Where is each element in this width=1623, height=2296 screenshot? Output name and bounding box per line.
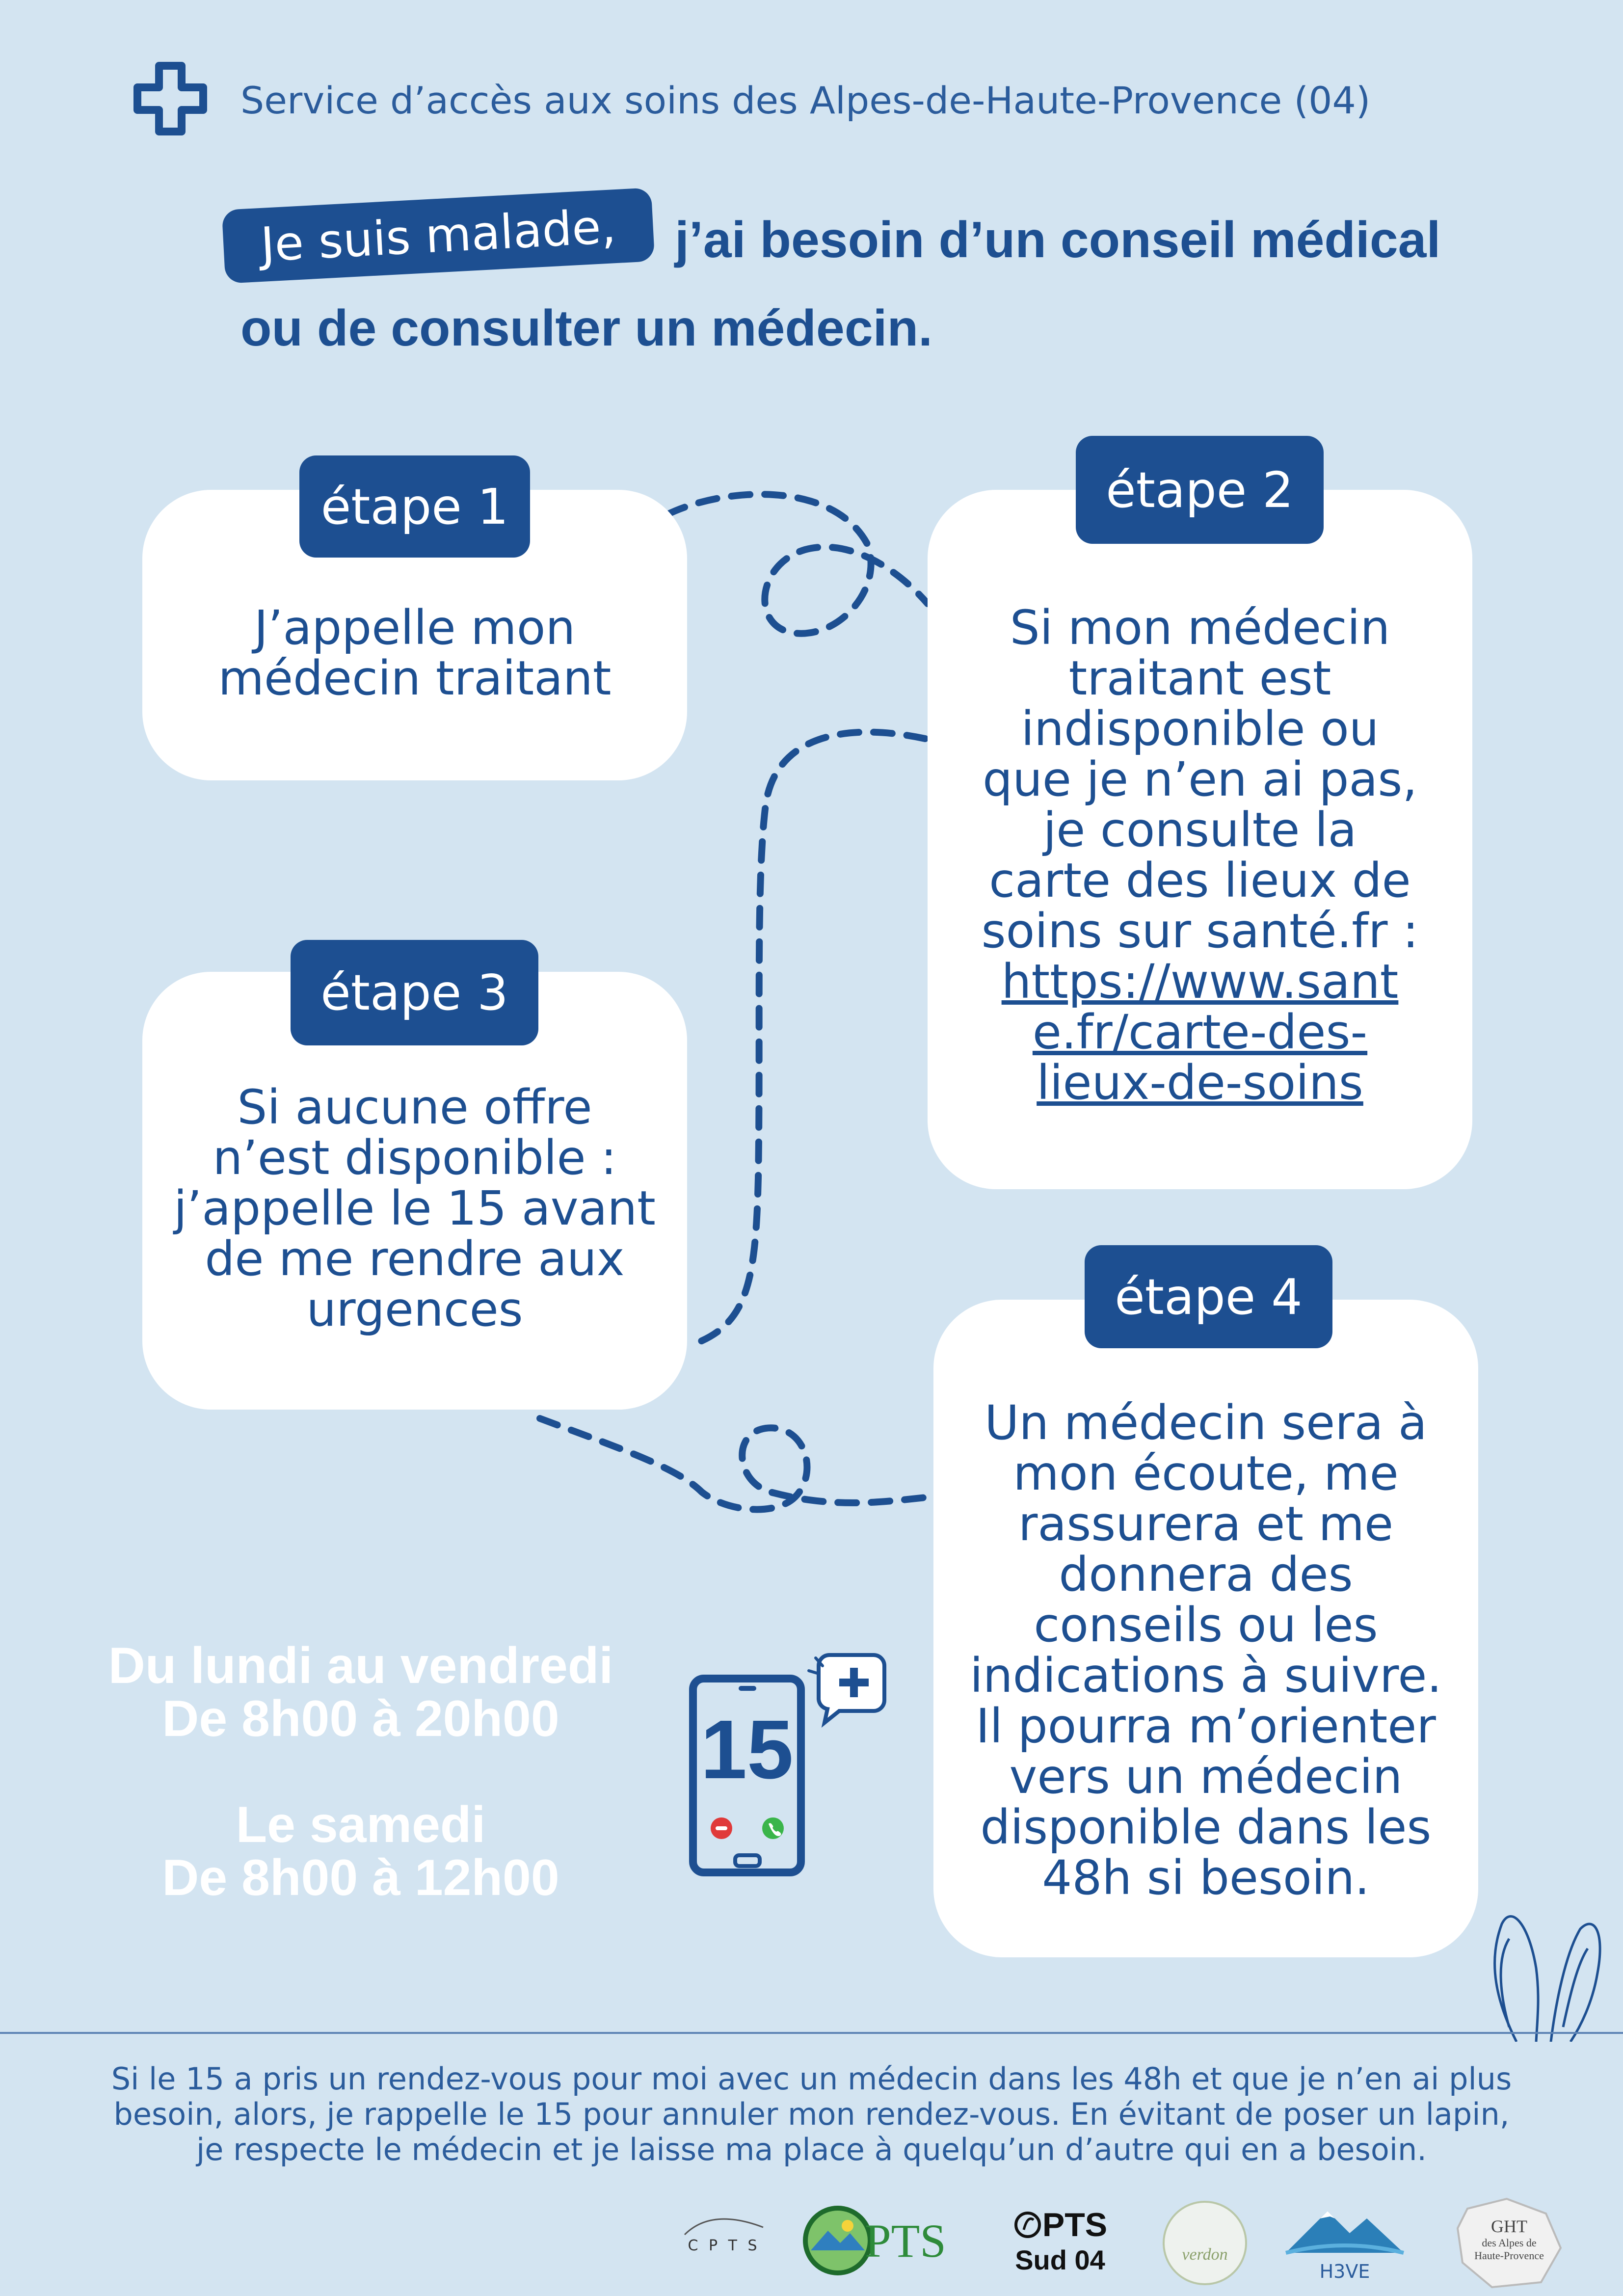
mountains-icon	[1281, 2199, 1409, 2258]
logo-cpts-verdon: verdon	[1158, 2196, 1251, 2290]
footer-note: Si le 15 a pris un rendez-vous pour moi avec un médecin dans les 48h et que je n’en ai plus besoin, alors, je rappelle le 15 pour annuler mon rendez-vous. En évitant de poser un lapin, je respecte le médecin et je laisse ma place à quelqu’un d’autre qui en a besoin.	[111, 2061, 1512, 2167]
logo-cpts-asso: C P T S	[672, 2194, 775, 2272]
service-title: Service d’accès aux soins des Alpes-de-Haute-Provence (04)	[240, 79, 1371, 122]
weekday-time: De 8h00 à 20h00	[162, 1690, 559, 1747]
step-3-label: étape 3	[291, 940, 538, 1045]
step-2-label: étape 2	[1076, 436, 1324, 544]
mountain-outline-icon	[682, 2213, 766, 2237]
globe-landscape-icon	[801, 2204, 875, 2277]
bunny-ears-icon	[1482, 1904, 1610, 2042]
opening-hours	[54, 1639, 667, 1904]
title-chip: Je suis malade,	[222, 187, 655, 284]
saturday-time: De 8h00 à 12h00	[162, 1849, 559, 1906]
step-4-label: étape 4	[1085, 1245, 1332, 1348]
phone-number-15: 15	[700, 1703, 794, 1796]
logo-h3ve: H3VE	[1276, 2194, 1413, 2287]
step-2-text: Si mon médecin traitant est indisponible ou que je n’en ai pas, je consulte la carte des lieux de soins sur santé.fr : https://www.sant e.fr/carte-des- lieux-de-soins	[928, 603, 1472, 1108]
logo-cpts-green: PTS	[785, 2196, 962, 2285]
sante-map-link[interactable]: https://www.sant e.fr/carte-des- lieux-de-soins	[1001, 954, 1399, 1110]
title-line-1: j’ai besoin d’un conseil médical	[675, 212, 1441, 268]
logo-ght: GHT des Alpes de Haute-Provence	[1443, 2194, 1575, 2292]
badge-circle-icon	[1161, 2199, 1249, 2287]
step-1-label: étape 1	[299, 455, 530, 558]
saturday-days: Le samedi	[236, 1796, 486, 1853]
step-3-text: Si aucune offre n’est disponible : j’appelle le 15 avant de me rendre aux urgences	[174, 1080, 656, 1337]
step-1-text: J’appelle mon médecin traitant	[218, 600, 612, 706]
logo-cpts-sud-04: PTS Sud 04	[996, 2199, 1124, 2282]
leaf-icon	[1013, 2210, 1042, 2240]
weekday-days: Du lundi au vendredi	[108, 1637, 613, 1694]
step-4-text: Un médecin sera à mon écoute, me rassurera et me donnera des conseils ou les indications à suivre. Il pourra m’orienter vers un médecin disponible dans les 48h si besoin.	[970, 1395, 1442, 1905]
title-line-2: ou de consulter un médecin.	[240, 300, 932, 357]
footer-divider	[0, 2032, 1623, 2034]
